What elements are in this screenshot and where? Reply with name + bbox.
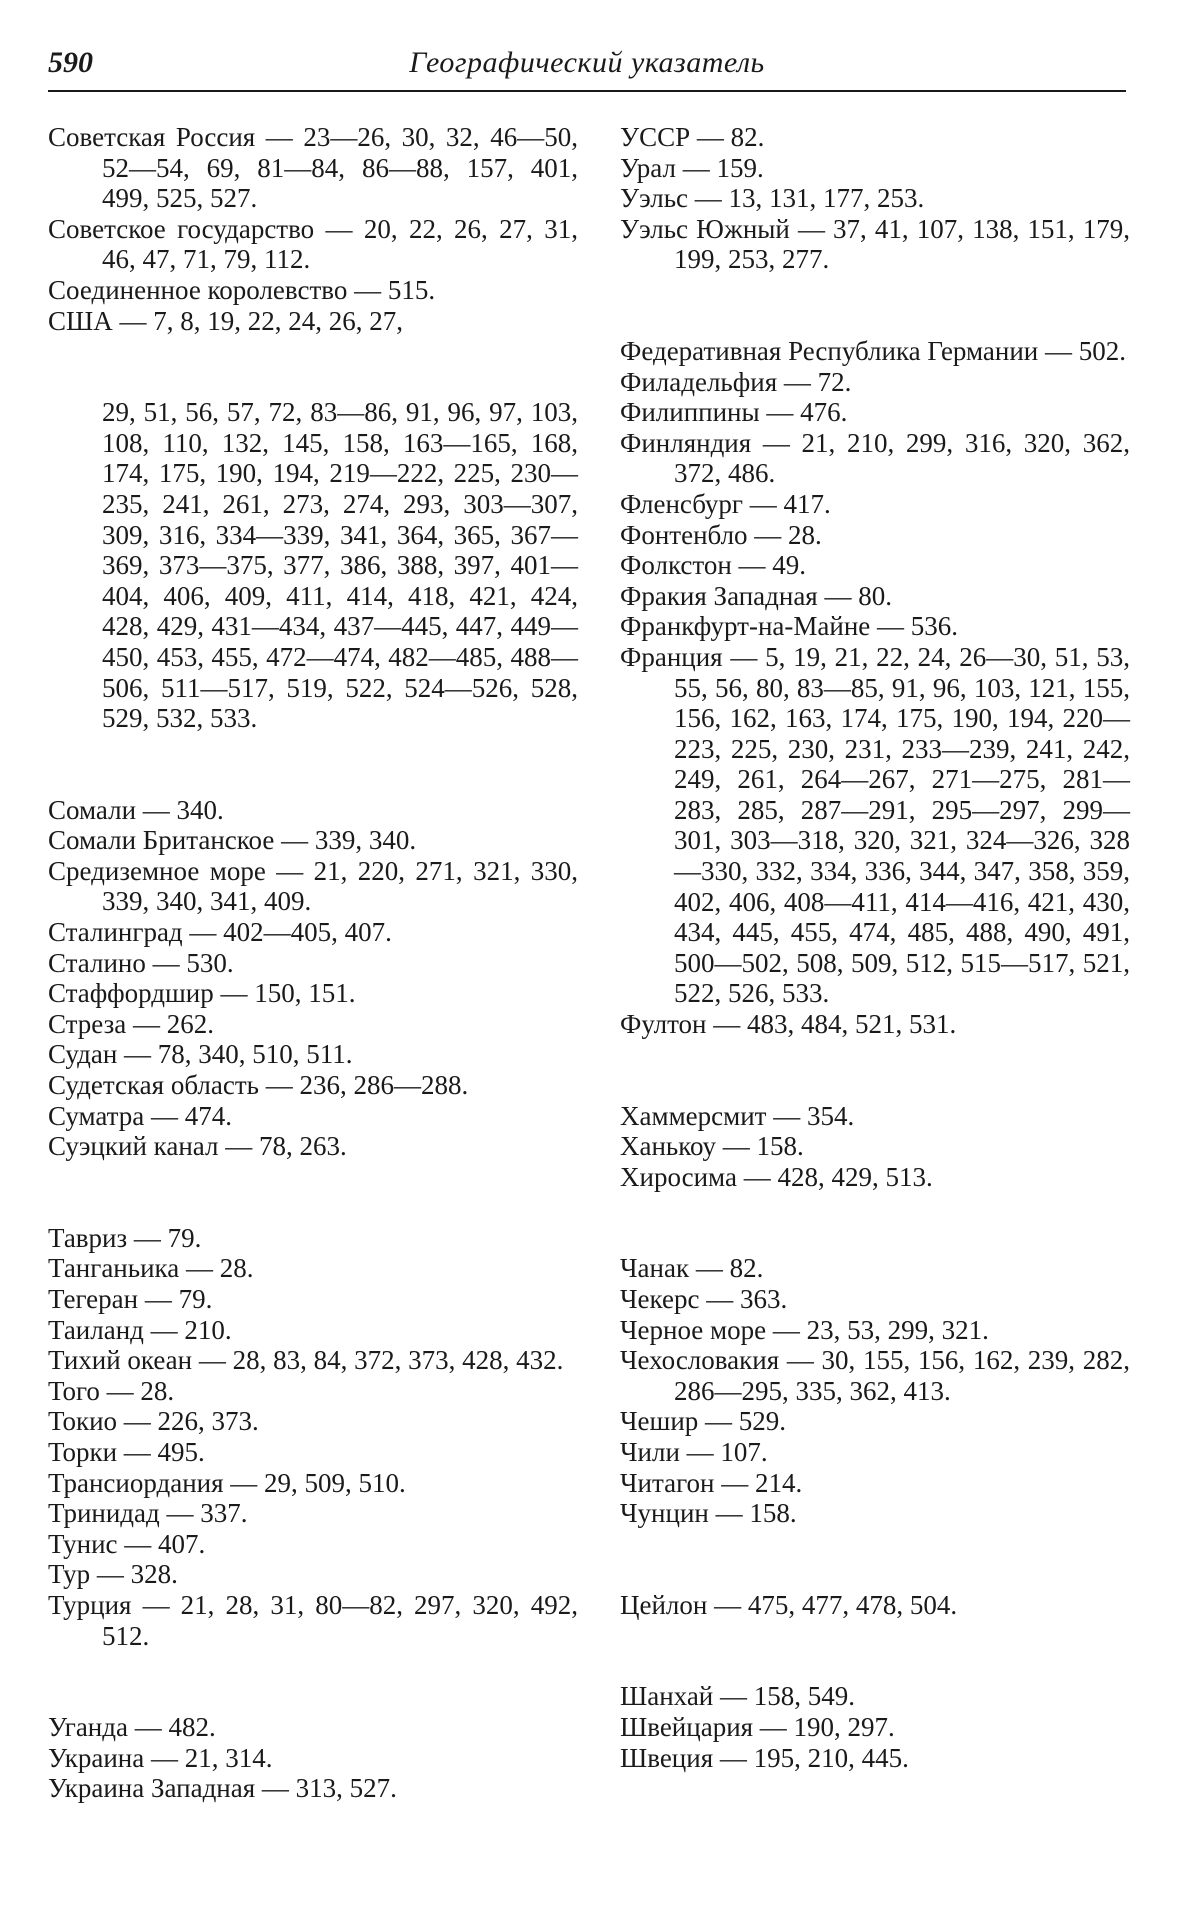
index-entry: Филадельфия — 72.: [620, 366, 852, 397]
index-entry: Фултон — 483, 484, 521, 531.: [620, 1009, 957, 1040]
index-entry: Тавриз — 79.: [48, 1222, 202, 1253]
index-entry: Уэльс — 13, 131, 177, 253.: [620, 183, 925, 214]
index-entry: Швеция — 195, 210, 445.: [620, 1742, 909, 1773]
index-entry: Филиппины — 476.: [620, 397, 848, 428]
index-entry: Фракия Западная — 80.: [620, 580, 892, 611]
index-entry: Франция — 5, 19, 21, 22, 24, 26—30, 51, 53, 55, 56, 80, 83—85, 91, 96, 103, 121, 155, 156, 162, 163, 174, 175, 190, 194, 220—223, 225, 230, 231, 233—239, 241, 242, 249, 261, 264—267, 271—275, 281—283, 285, 287—291, 295—297, 299—301, 303—318, 320, 321, 324—326, 328—330, 332, 334, 336, 344, 347, 358, 359, 402, 406, 408—411, 414—416, 421, 430, 434, 445, 455, 474, 485, 488, 490, 491, 500—502, 508, 509, 512, 515—517, 521, 522, 526, 533.: [620, 641, 1130, 1009]
entry-gap: [620, 1192, 1130, 1253]
index-entry: Федеративная Республика Германии — 502.: [620, 335, 1126, 366]
entry-gap: [620, 275, 1130, 336]
index-entry: Тур — 328.: [48, 1559, 178, 1590]
index-entry: 29, 51, 56, 57, 72, 83—86, 91, 96, 97, 103, 108, 110, 132, 145, 158, 163—165, 168, 174, 175, 190, 194, 219—222, 225, 230—235, 241, 261, 273, 274, 293, 303—307, 309, 316, 334—339, 341, 364, 365, 367—369, 373—375, 377, 386, 388, 397, 401—404, 406, 409, 411, 414, 418, 421, 424, 428, 429, 431—434, 437—445, 447, 449—450, 453, 455, 472—474, 482—485, 488—506, 511—517, 519, 522, 524—526, 528, 529, 532, 533.: [102, 397, 578, 734]
index-entry: Шанхай — 158, 549.: [620, 1681, 855, 1712]
entry-gap: [48, 1651, 578, 1712]
index-entry: Чешир — 529.: [620, 1406, 787, 1437]
index-entry: Черное море — 23, 53, 299, 321.: [620, 1314, 989, 1345]
index-entry: Судетская область — 236, 286—288.: [48, 1070, 469, 1101]
index-entry: Тринидад — 337.: [48, 1498, 248, 1529]
entry-gap: [48, 336, 578, 397]
entry-gap: [620, 1529, 1130, 1590]
page-number: 590: [48, 46, 93, 79]
index-entry: Ханькоу — 158.: [620, 1131, 804, 1162]
index-entry: Фонтенбло — 28.: [620, 519, 822, 550]
index-entry: Тегеран — 79.: [48, 1284, 213, 1314]
index-entry: Сомали — 340.: [48, 794, 224, 825]
index-entry: Турция — 21, 28, 31, 80—82, 297, 320, 492, 512.: [48, 1589, 578, 1651]
index-entry: Чекерс — 363.: [620, 1284, 788, 1314]
index-entry: Судан — 78, 340, 510, 511.: [48, 1039, 353, 1070]
entry-gap: [48, 734, 578, 795]
index-entry: Украина — 21, 314.: [48, 1742, 273, 1773]
index-entry: Фленсбург — 417.: [620, 488, 831, 519]
header-rule: [48, 90, 1126, 92]
index-entry: Франкфурт-на-Майне — 536.: [620, 611, 959, 642]
index-entry: Трансиордания — 29, 509, 510.: [48, 1467, 406, 1498]
index-entry: Суматра — 474.: [48, 1100, 233, 1131]
entry-gap: [620, 1040, 1130, 1101]
page-header: [48, 40, 1126, 92]
index-entry: Того — 28.: [48, 1375, 175, 1406]
index-entry: Тихий океан — 28, 83, 84, 372, 373, 428, 432.: [48, 1345, 564, 1376]
index-entry: Стреза — 262.: [48, 1008, 214, 1039]
index-entry: Токио — 226, 373.: [48, 1406, 259, 1437]
index-entry: Чили — 107.: [620, 1436, 768, 1467]
index-entry: Уганда — 482.: [48, 1712, 216, 1743]
index-entry: Стаффордшир — 150, 151.: [48, 978, 356, 1009]
index-entry: Читагон — 214.: [620, 1467, 803, 1498]
index-entry: Советская Россия — 23—26, 30, 32, 46—50, 52—54, 69, 81—84, 86—88, 157, 401, 499, 525, 527.: [48, 122, 578, 214]
index-entry: Чехословакия — 30, 155, 156, 162, 239, 282, 286—295, 335, 362, 413.: [620, 1345, 1130, 1406]
index-entry: УССР — 82.: [620, 122, 765, 152]
index-entry: Хиросима — 428, 429, 513.: [620, 1161, 933, 1192]
index-entry: Соединенное королевство — 515.: [48, 274, 436, 305]
index-entry: Средиземное море — 21, 220, 271, 321, 330, 339, 340, 341, 409.: [48, 855, 578, 917]
index-entry: Советское государство — 20, 22, 26, 27, 31, 46, 47, 71, 79, 112.: [48, 213, 578, 275]
index-entry: Сомали Британское — 339, 340.: [48, 825, 417, 856]
index-entry: Швейцария — 190, 297.: [620, 1711, 895, 1742]
index-entry: Фолкстон — 49.: [620, 550, 807, 581]
running-head: Географический указатель: [409, 46, 765, 79]
index-entry: Финляндия — 21, 210, 299, 316, 320, 362, 372, 486.: [620, 427, 1130, 489]
index-entry: Торки — 495.: [48, 1436, 205, 1467]
index-entry: Сталинград — 402—405, 407.: [48, 917, 392, 948]
entry-gap: [48, 1162, 578, 1223]
index-entry: Тунис — 407.: [48, 1528, 206, 1559]
index-column-right: [620, 122, 1130, 1773]
index-entry: Чунцин — 158.: [620, 1498, 797, 1529]
index-entry: Сталино — 530.: [48, 947, 234, 978]
index-entry: Уэльс Южный — 37, 41, 107, 138, 151, 179, 199, 253, 277.: [620, 213, 1130, 275]
index-entry: Хаммерсмит — 354.: [620, 1100, 855, 1131]
index-entry: Танганьика — 28.: [48, 1253, 254, 1284]
index-column-left: [48, 122, 578, 1804]
index-entry: Украина Западная — 313, 527.: [48, 1773, 397, 1804]
index-entry: Суэцкий канал — 78, 263.: [48, 1131, 347, 1162]
entry-gap: [620, 1620, 1130, 1681]
index-entry: США — 7, 8, 19, 22, 24, 26, 27,: [48, 305, 403, 336]
index-entry: Чанак — 82.: [620, 1253, 764, 1284]
index-entry: Таиланд — 210.: [48, 1314, 232, 1345]
index-entry: Цейлон — 475, 477, 478, 504.: [620, 1589, 958, 1620]
index-entry: Урал — 159.: [620, 152, 764, 183]
